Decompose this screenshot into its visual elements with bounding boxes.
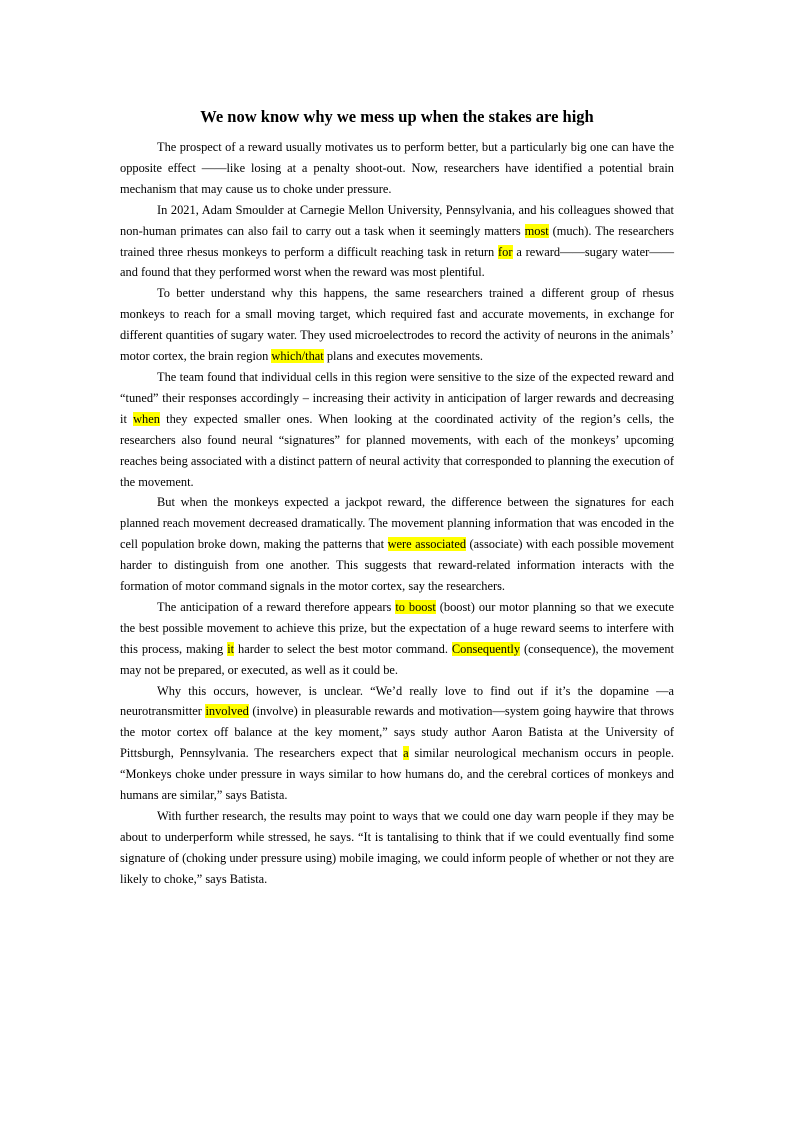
highlighted-answer: involved (205, 704, 249, 719)
text-run: But when the monkeys expected a jackpot reward, the difference between the signatures for each planned reach movement decreased dramatically. The movement planning information that was encoded in the cell population broke down, making the patterns that (120, 495, 674, 552)
text-run: The prospect of a reward usually motivates us to perform better, but a particularly big one can have the opposite effect ——like losing at a penalty shoot-out. Now, researchers have identified a potential brain mechanism that may cause us to choke under pressure. (120, 140, 674, 196)
paragraph (120, 200, 674, 284)
text-run: they expected smaller ones. When looking at the coordinated activity of the region’s cells, the researchers also found neural “signatures” for planned movements, with each of the monkeys’ upcoming reaches being associated with a distinct pattern of neural activity that corresponded to planning the execution of the movement. (120, 411, 675, 489)
highlighted-answer: most (524, 223, 549, 238)
text-run: In 2021, Adam Smoulder at Carnegie Mellon University, Pennsylvania, and his colleagues showed that non-human primates can also fail to carry out a task when it seemingly matters (120, 202, 674, 238)
highlighted-answer: for (498, 244, 513, 259)
paragraph (120, 283, 674, 367)
highlighted-answer: which/that (271, 349, 324, 364)
text-run: a reward——sugary water——and found that they performed worst when the reward was most plentiful. (120, 244, 674, 280)
text-run: harder to select the best motor command. (234, 641, 452, 656)
text-run: To better understand why this happens, the same researchers trained a different group of rhesus monkeys to reach for a small moving target, which required fast and accurate movements, in exchange for different quantities of sugary water. They used microelectrodes to record the activity of neurons in the animals’ motor cortex, the brain region (120, 286, 674, 364)
text-run: (much). The researchers trained three rhesus monkeys to perform a difficult reaching task in return (120, 223, 674, 259)
highlighted-answer: a (403, 746, 409, 761)
article-body (120, 137, 674, 890)
text-run: plans and executes movements. (323, 349, 484, 364)
paragraph (120, 492, 674, 597)
highlighted-answer: were associated (387, 537, 467, 552)
text-run: (involve) in pleasurable rewards and motivation—system going haywire that throws the motor cortex off balance at the key moment,” says study author Aaron Batista at the University of Pittsburgh, Pennsylvania. The researchers expect that (120, 704, 674, 761)
text-run: The anticipation of a reward therefore appears (157, 599, 396, 614)
paragraph (120, 137, 674, 200)
paragraph (120, 597, 674, 681)
highlighted-answer: when (133, 411, 160, 426)
text-run: Why this occurs, however, is unclear. “We’d really love to find out if it’s the dopamine —a neurotransmitter (120, 683, 674, 719)
highlighted-answer: to boost (395, 599, 436, 614)
highlighted-answer: Consequently (451, 641, 521, 656)
text-run: With further research, the results may point to ways that we could one day warn people if they may be about to underperform while stressed, he says. “It is tantalising to think that if we could eventually find some signature of (choking under pressure using) mobile imaging, we could inform people of whether or not they are likely to choke,” says Batista. (120, 809, 674, 886)
text-run: (boost) our motor planning so that we execute the best possible movement to achieve this prize, but the expectation of a huge reward seems to interfere with this process, making (120, 599, 674, 656)
text-run: similar neurological mechanism occurs in people. “Monkeys choke under pressure in ways similar to how humans do, and the cerebral cortices of monkeys and humans are similar,” says Batista. (120, 746, 674, 803)
article-title: We now know why we mess up when the stakes are high (200, 107, 594, 126)
paragraph (120, 681, 674, 806)
text-run: (consequence), the movement may not be prepared, or executed, as well as it could be. (120, 641, 675, 677)
highlighted-answer: it (227, 641, 235, 656)
text-run: The team found that individual cells in this region were sensitive to the size of the expected reward and “tuned” their responses accordingly – increasing their activity in anticipation of larger rewards and decreasing it (120, 369, 674, 426)
paragraph (120, 806, 674, 890)
paragraph (120, 367, 674, 492)
text-run: (associate) with each possible movement harder to distinguish from one another. This suggests that reward-related information interacts with the formation of motor command signals in the motor cortex, say the researchers. (120, 537, 674, 594)
